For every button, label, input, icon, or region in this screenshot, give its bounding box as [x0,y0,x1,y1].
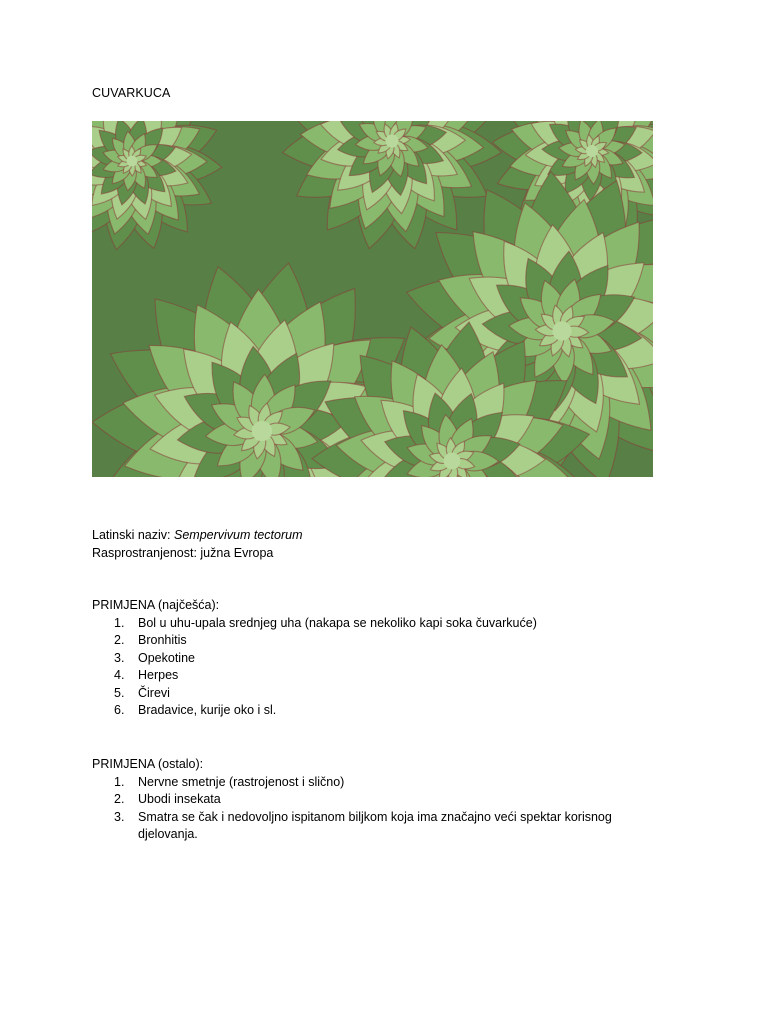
distribution-label: Rasprostranjenost: [92,545,197,560]
list-item: 1. Bol u uhu-upala srednjeg uha (nakapa se nekoliko kapi soka čuvarkuće) [114,615,537,630]
list-item: 2. Ubodi insekata [114,792,221,806]
other-uses-list [92,774,658,844]
section-heading: PRIMJENA (ostalo): [92,757,204,771]
list-item: 4. Herpes [114,668,179,682]
succulent-photo [92,121,653,477]
list-item: 3. Smatra se čak i nedovoljno ispitanom biljkom koja ima značajno veći spektar korisnog djelovanja. [114,809,612,841]
list-item: 5. Čirevi [114,685,170,700]
latin-name-value: Sempervivum tectorum [174,528,303,542]
list-item: 3. Opekotine [114,650,195,665]
document-title: CUVARKUCA [92,86,171,100]
distribution-row [92,545,303,563]
distribution-value: južna Evropa [200,545,274,560]
latin-name-row [92,527,303,545]
list-item: 6. Bradavice, kurije oko i sl. [114,703,277,717]
common-uses-list [92,615,658,720]
list-item: 1. Nervne smetnje (rastrojenost i slično) [114,774,345,789]
section-common-uses [92,597,658,720]
section-heading: PRIMJENA (najčešća): [92,598,220,612]
list-item: 2. Bronhitis [114,633,187,647]
succulent-rosettes-image [92,121,653,477]
latin-name-label: Latinski naziv: [92,528,171,542]
plant-info [92,527,303,562]
section-other-uses [92,756,658,844]
